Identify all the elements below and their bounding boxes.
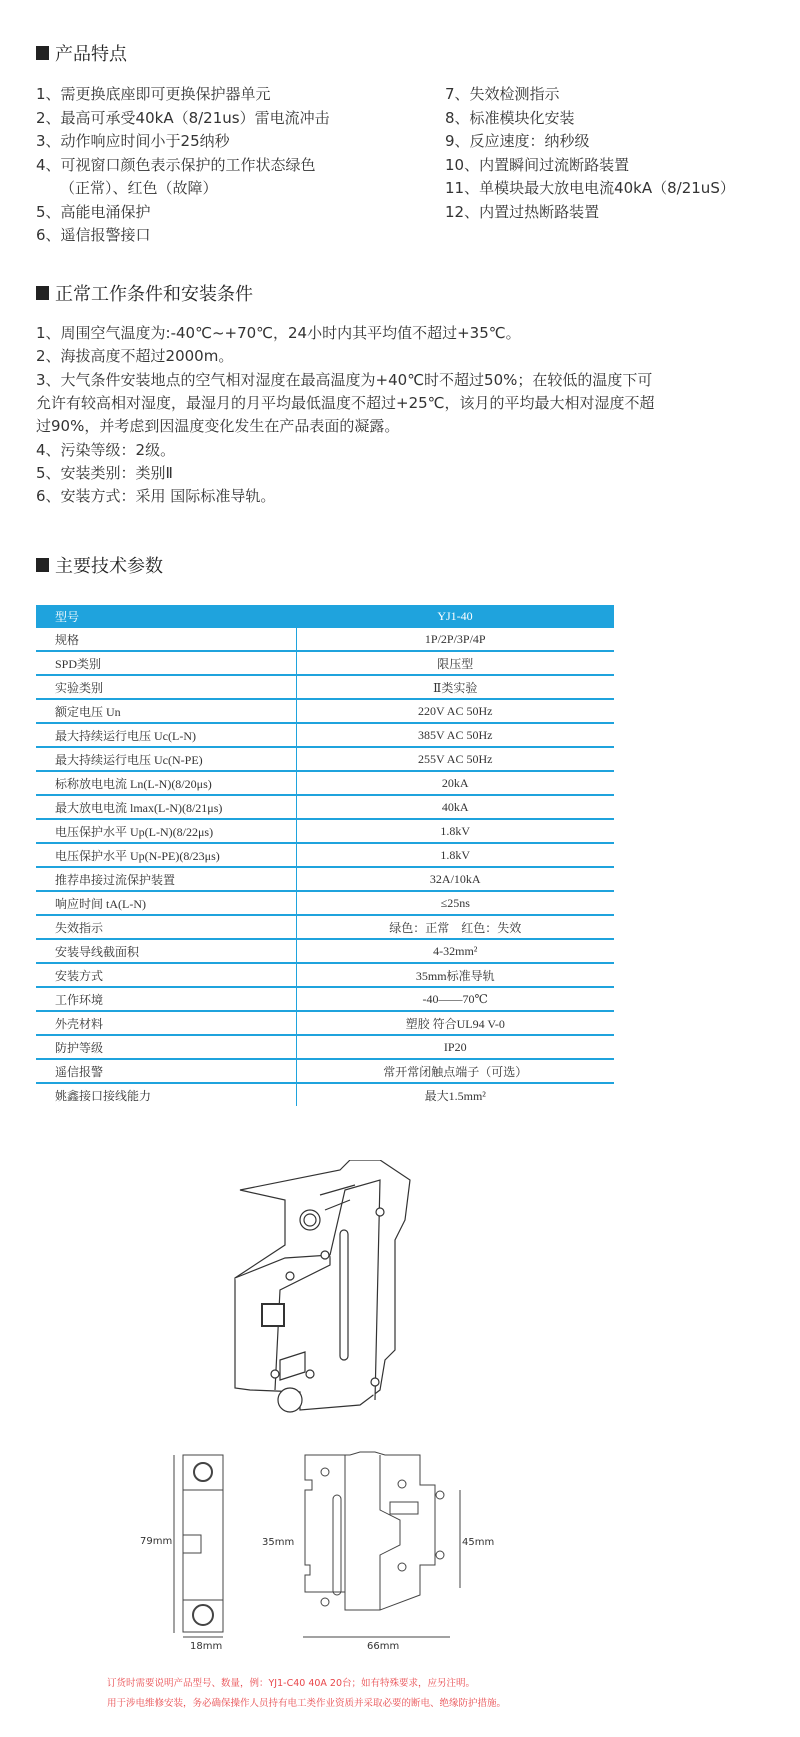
spec-row <box>36 1011 614 1035</box>
spec-value: 限压型 <box>296 651 614 675</box>
feature-item: 2、最高可承受40kA（8/21us）雷电流冲击 <box>36 108 330 127</box>
condition-line: 5、安装类别：类别Ⅱ <box>36 463 173 482</box>
spec-value: Ⅱ类实验 <box>296 675 614 699</box>
spec-label: 额定电压 Un <box>36 699 296 723</box>
spec-row <box>36 1035 614 1059</box>
spec-row <box>36 628 614 651</box>
feature-item: 8、标准模块化安装 <box>445 108 575 127</box>
spec-label: 响应时间 tA(L-N) <box>36 891 296 915</box>
spec-row <box>36 699 614 723</box>
feature-item: 9、反应速度：纳秒级 <box>445 132 590 150</box>
spec-label: 安装导线截面积 <box>36 939 296 963</box>
square-bullet-icon <box>36 46 49 60</box>
spec-value: 最大1.5mm² <box>296 1083 614 1106</box>
order-note: 订货时需要说明产品型号、数量，例：YJ1-C40 40A 20台；如有特殊要求，应另注明。 <box>107 1678 476 1689</box>
safety-note: 用于涉电维修安装，务必确保操作人员持有电工类作业资质并采取必要的断电、绝缘防护措施。 <box>107 1698 507 1709</box>
spec-label: 遥信报警 <box>36 1059 296 1083</box>
spec-row <box>36 651 614 675</box>
spec-row <box>36 1083 614 1106</box>
spec-value: 385V AC 50Hz <box>296 723 614 747</box>
spec-value: 20kA <box>296 771 614 795</box>
height-dimension-label: 79mm <box>140 1536 173 1547</box>
conditions-heading <box>36 280 253 306</box>
spec-table-header <box>36 605 614 628</box>
spec-value: 40kA <box>296 795 614 819</box>
spec-value: -40——70℃ <box>296 987 614 1011</box>
spec-value: 35mm标准导轨 <box>296 963 614 987</box>
spec-row <box>36 819 614 843</box>
feature-item: 6、遥信报警接口 <box>36 226 151 244</box>
spec-value: 1.8kV <box>296 843 614 867</box>
spec-label: 电压保护水平 Up(L-N)(8/22μs) <box>36 819 296 843</box>
square-bullet-icon <box>36 286 49 300</box>
depth-front-dimension-label: 45mm <box>462 1537 495 1548</box>
spec-row <box>36 987 614 1011</box>
spec-row <box>36 843 614 867</box>
feature-item: 1、需更换底座即可更换保护器单元 <box>36 85 271 103</box>
feature-item: 5、高能电涌保护 <box>36 202 151 221</box>
spec-row <box>36 747 614 771</box>
spec-table <box>36 605 614 1106</box>
spec-value: 32A/10kA <box>296 867 614 891</box>
feature-item: 10、内置瞬间过流断路装置 <box>445 155 630 174</box>
condition-line: 过90%，并考虑到因温度变化发生在产品表面的凝露。 <box>36 417 400 436</box>
feature-item: 12、内置过热断路装置 <box>445 202 600 221</box>
rail-dimension-label: 35mm <box>262 1537 295 1548</box>
conditions-title: 正常工作条件和安装条件 <box>55 284 253 305</box>
header-model-value: YJ1-40 <box>296 605 614 628</box>
spec-value: 1P/2P/3P/4P <box>296 628 614 651</box>
spec-label: 推荐串接过流保护装置 <box>36 867 296 891</box>
spec-row <box>36 867 614 891</box>
spec-label: 防护等级 <box>36 1035 296 1059</box>
feature-item: （正常）、红色（故障） <box>60 179 218 197</box>
width-dimension-label: 18mm <box>190 1641 223 1652</box>
spec-row <box>36 915 614 939</box>
spec-label: SPD类别 <box>36 651 296 675</box>
feature-item: 11、单模块最大放电电流40kA（8/21uS） <box>445 179 735 197</box>
spec-value: 1.8kV <box>296 819 614 843</box>
header-model-label: 型号 <box>36 605 296 628</box>
specs-title: 主要技术参数 <box>55 556 163 577</box>
spec-row <box>36 1059 614 1083</box>
side-view-drawing <box>290 1450 470 1640</box>
depth-dimension-label: 66mm <box>367 1641 400 1652</box>
spec-label: 最大持续运行电压 Uc(L-N) <box>36 723 296 747</box>
spec-label: 最大放电电流 lmax(L-N)(8/21μs) <box>36 795 296 819</box>
features-title: 产品特点 <box>55 44 127 65</box>
condition-line: 允许有较高相对湿度，最湿月的月平均最低温度不超过+25℃，该月的平均最大相对湿度不超 <box>36 393 655 412</box>
spec-value: 塑胶 符合UL94 V-0 <box>296 1011 614 1035</box>
condition-line: 2、海拔高度不超过2000m。 <box>36 347 234 366</box>
spec-label: 外壳材料 <box>36 1011 296 1035</box>
spec-label: 电压保护水平 Up(N-PE)(8/23μs) <box>36 843 296 867</box>
spec-value: ≤25ns <box>296 891 614 915</box>
specs-heading <box>36 552 163 578</box>
spec-row <box>36 771 614 795</box>
feature-item: 3、动作响应时间小于25纳秒 <box>36 132 230 150</box>
spec-value: 220V AC 50Hz <box>296 699 614 723</box>
spec-label: 标称放电电流 Ln(L-N)(8/20μs) <box>36 771 296 795</box>
condition-line: 4、污染等级：2级。 <box>36 440 176 459</box>
spec-value: 4-32mm² <box>296 939 614 963</box>
spec-row <box>36 723 614 747</box>
spec-row <box>36 891 614 915</box>
spec-label: 实验类别 <box>36 675 296 699</box>
condition-line: 1、周围空气温度为:-40℃~+70℃，24小时内其平均值不超过+35℃。 <box>36 324 521 342</box>
spec-row <box>36 963 614 987</box>
feature-item: 4、可视窗口颜色表示保护的工作状态绿色 <box>36 155 316 174</box>
spec-value: 255V AC 50Hz <box>296 747 614 771</box>
spec-value: IP20 <box>296 1035 614 1059</box>
spec-label: 姚鑫接口接线能力 <box>55 1088 152 1103</box>
spec-label: 工作环境 <box>36 987 296 1011</box>
spec-row <box>36 675 614 699</box>
spec-row <box>36 795 614 819</box>
feature-item: 7、失效检测指示 <box>445 85 560 103</box>
spec-label: 最大持续运行电压 Uc(N-PE) <box>36 747 296 771</box>
spec-value: 常开常闭触点端子（可选） <box>296 1059 614 1083</box>
spec-row <box>36 939 614 963</box>
spec-label: 安装方式 <box>36 963 296 987</box>
spec-value: 绿色：正常 红色：失效 <box>296 915 614 939</box>
isometric-product-drawing <box>180 1160 480 1420</box>
front-view-drawing <box>170 1450 240 1640</box>
square-bullet-icon <box>36 558 49 572</box>
spec-label: 规格 <box>36 628 296 651</box>
features-heading <box>36 40 127 66</box>
spec-label: 失效指示 <box>36 915 296 939</box>
condition-line: 6、安装方式：采用 国际标准导轨。 <box>36 487 276 506</box>
condition-line: 3、大气条件安装地点的空气相对湿度在最高温度为+40℃时不超过50%；在较低的温度下可 <box>36 370 653 389</box>
